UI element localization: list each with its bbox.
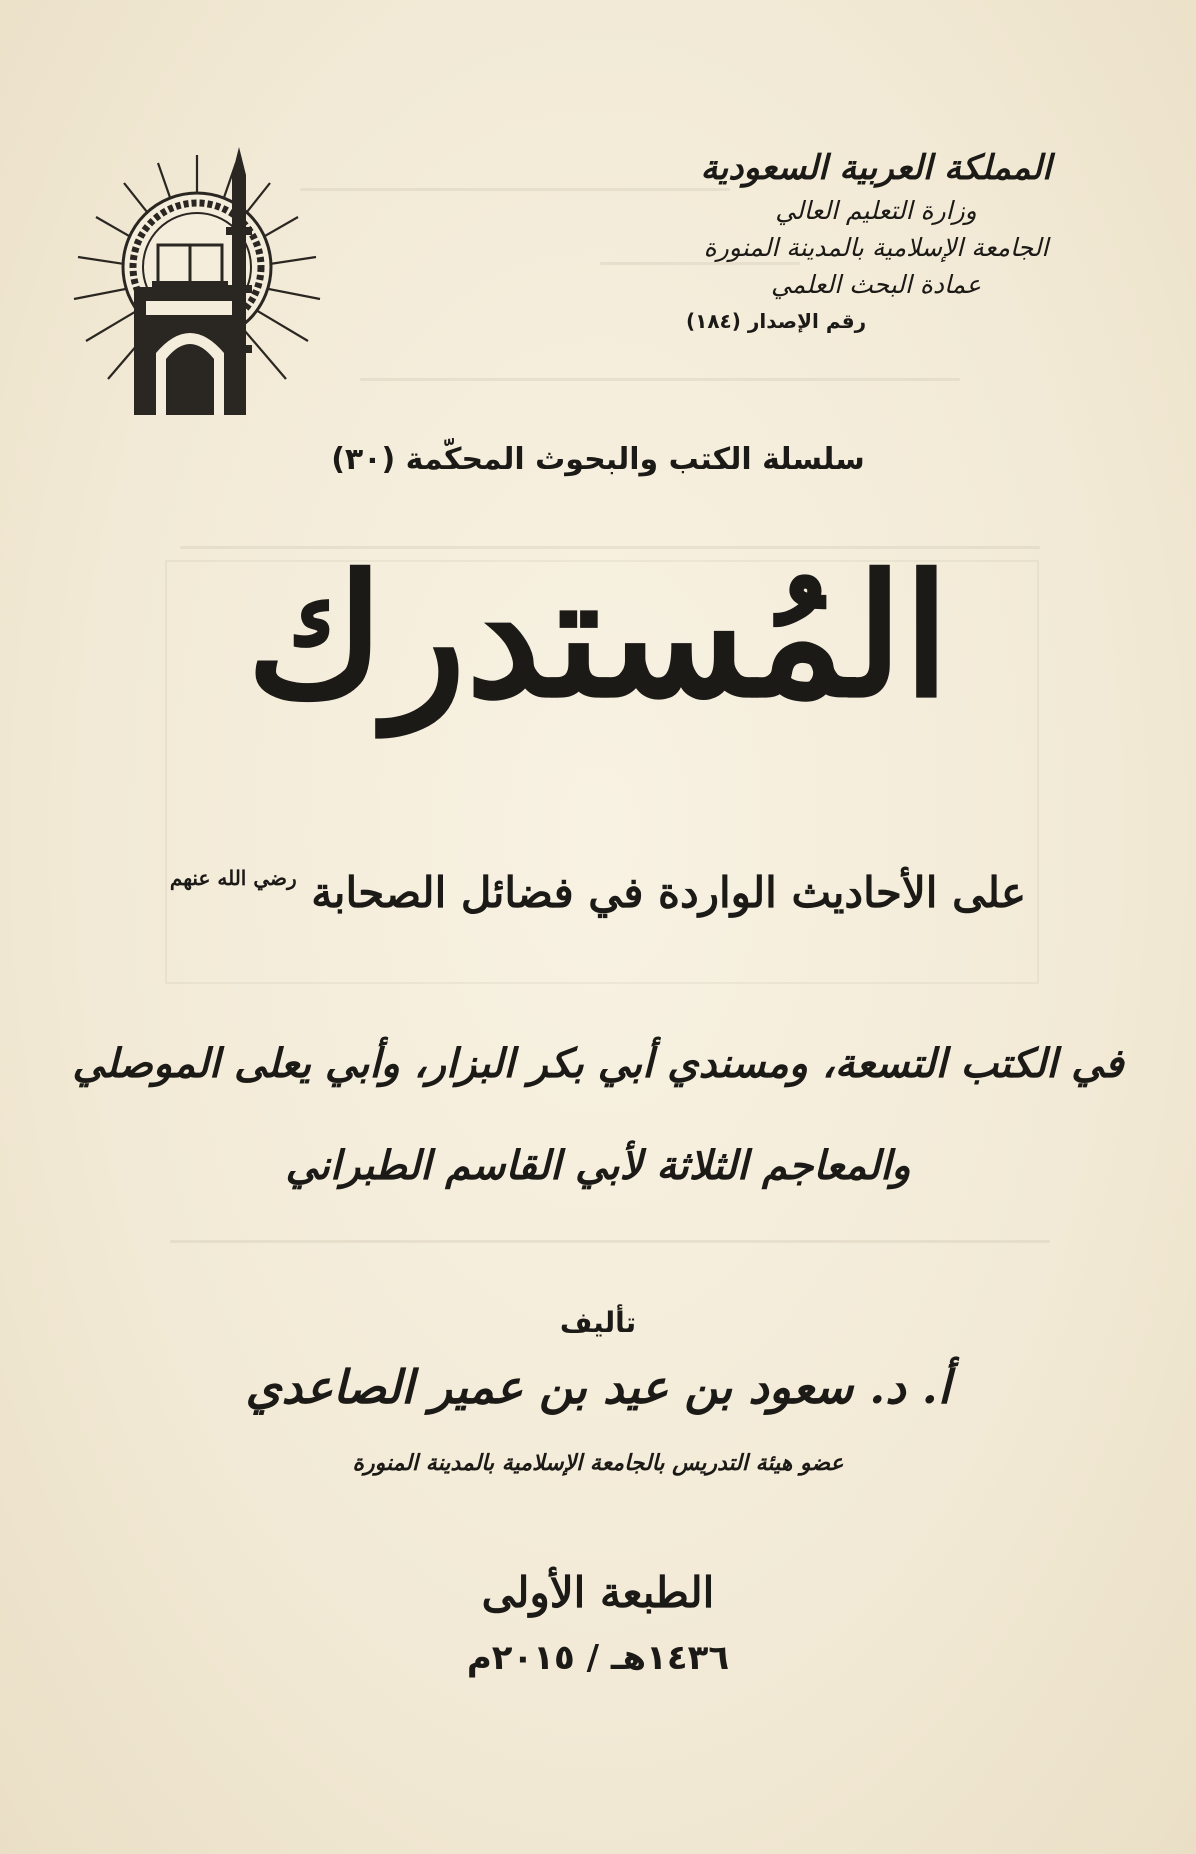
series-title: سلسلة الكتب والبحوث المحكّمة (٣٠)	[331, 442, 865, 477]
subtitle-text: على الأحاديث الواردة في فضائل الصحابة	[311, 868, 1027, 917]
subtitle-line-sources: في الكتب التسعة، ومسندي أبي بكر البزار، وأبي يعلى الموصلي	[72, 1040, 1124, 1087]
show-through-line	[360, 378, 960, 381]
author-name: أ. د. سعود بن عيد بن عمير الصاعدي	[245, 1360, 951, 1414]
university-emblem-logo	[62, 135, 332, 420]
show-through-line	[170, 1240, 1050, 1243]
ministry-name: وزارة التعليم العالي	[775, 196, 977, 225]
publication-date: ١٤٣٦هـ / ٢٠١٥م	[466, 1638, 730, 1678]
deanship-name: عمادة البحث العلمي	[770, 270, 982, 299]
author-affiliation: عضو هيئة التدريس بالجامعة الإسلامية بالمدينة المنورة	[352, 1450, 844, 1476]
by-label: تأليف	[559, 1306, 637, 1339]
book-title: المُستدرك	[246, 537, 950, 735]
institution-block	[656, 148, 1096, 333]
kingdom-name: المملكة العربية السعودية	[700, 148, 1052, 188]
honorific-glyph: رضي الله عنهم	[169, 866, 297, 890]
university-name: الجامعة الإسلامية بالمدينة المنورة	[703, 233, 1049, 262]
issue-number: رقم الإصدار (١٨٤)	[686, 309, 867, 333]
edition-label: الطبعة الأولى	[481, 1568, 715, 1617]
subtitle-line-mu-ajim: والمعاجم الثلاثة لأبي القاسم الطبراني	[285, 1142, 911, 1189]
book-subtitle	[0, 866, 1196, 917]
